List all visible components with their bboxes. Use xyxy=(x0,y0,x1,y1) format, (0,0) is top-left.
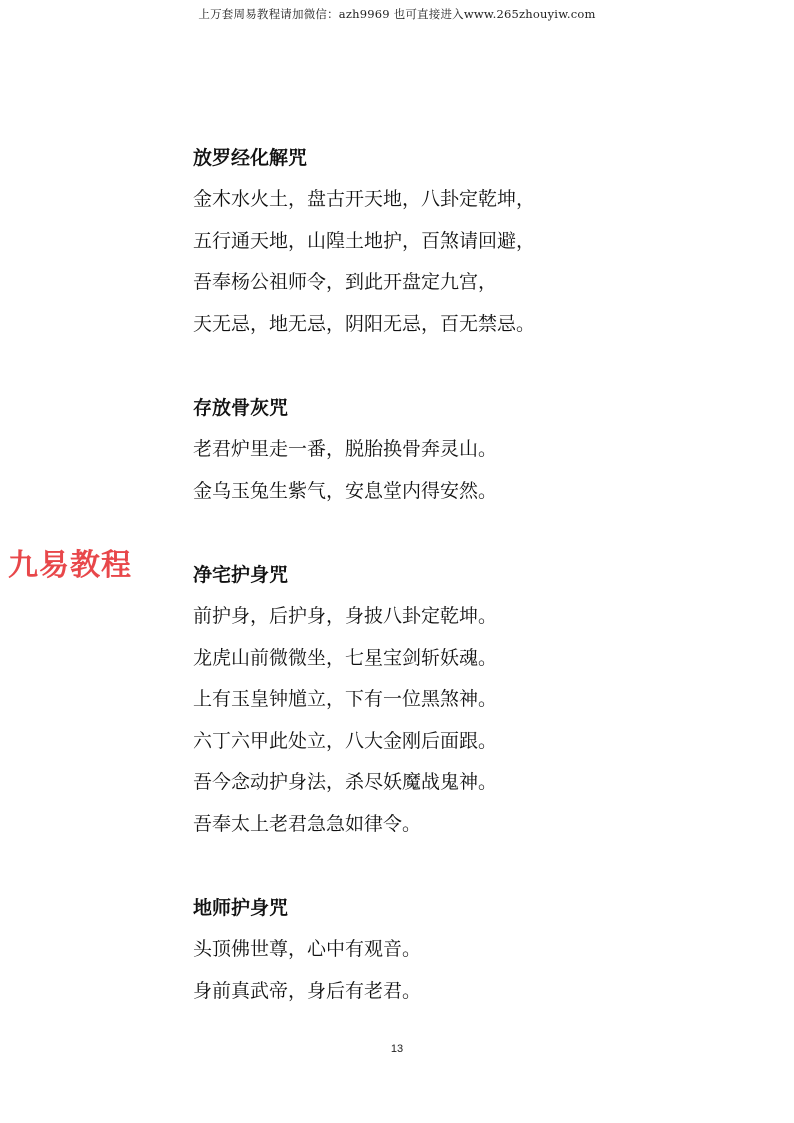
verse-line: 头顶佛世尊，心中有观音。 xyxy=(193,938,422,960)
section-title: 放罗经化解咒 xyxy=(193,147,308,169)
verse-line: 老君炉里走一番，脱胎换骨奔灵山。 xyxy=(193,438,498,460)
verse-line: 吾奉杨公祖师令，到此开盘定九宫， xyxy=(193,271,498,293)
section-luojing-spell xyxy=(193,138,693,345)
verse-line: 六丁六甲此处立，八大金刚后面跟。 xyxy=(193,729,498,752)
section-ashes-spell xyxy=(193,388,693,512)
verse-line: 吾今念动护身法，杀尽妖魔战鬼神。 xyxy=(193,771,498,793)
section-title: 地师护身咒 xyxy=(193,897,289,919)
verse-line: 上有玉皇钟馗立，下有一位黑煞神。 xyxy=(193,688,498,710)
verse-line: 前护身，后护身，身披八卦定乾坤。 xyxy=(193,605,498,627)
verse-line: 金木水火土，盘古开天地，八卦定乾坤， xyxy=(193,188,536,210)
section-master-protection-spell xyxy=(193,888,693,1012)
verse-line: 吾奉太上老君急急如律令。 xyxy=(193,812,422,835)
section-title: 净宅护身咒 xyxy=(193,564,289,586)
verse-line: 龙虎山前微微坐，七星宝剑斩妖魂。 xyxy=(193,646,498,669)
page-header: 上万套周易教程请加微信：azh9969 也可直接进入www.265zhouyiw.com xyxy=(198,7,596,21)
verse-line: 天无忌，地无忌，阴阳无忌，百无禁忌。 xyxy=(193,312,536,335)
verse-line: 五行通天地，山隍土地护，百煞请回避， xyxy=(193,229,536,252)
verse-line: 身前真武帝，身后有老君。 xyxy=(193,979,422,1002)
section-title: 存放骨灰咒 xyxy=(193,397,289,419)
verse-line: 金乌玉兔生紫气，安息堂内得安然。 xyxy=(193,479,498,502)
page-number: 13 xyxy=(390,1043,404,1055)
watermark-logo: 九易教程 xyxy=(8,548,132,583)
section-house-protection-spell xyxy=(193,555,693,845)
